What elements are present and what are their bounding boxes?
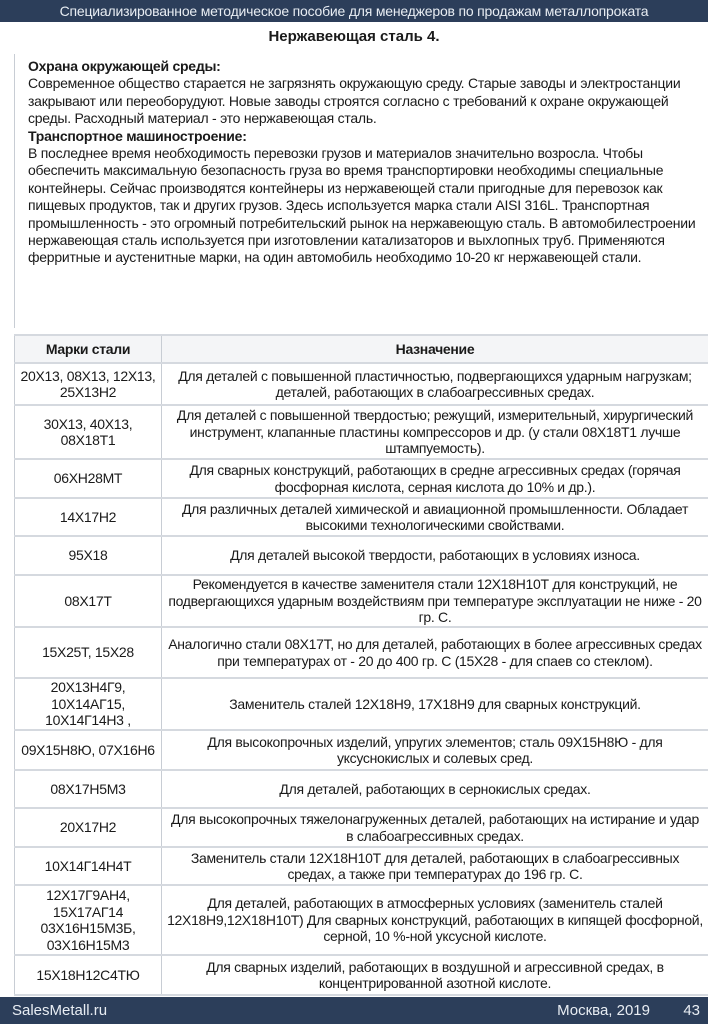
purpose-cell: Для различных деталей химической и авиационной промышленности. Обладает высокими технологическими свойствами. xyxy=(162,498,708,536)
grade-cell: 12Х17Г9АН4, 15Х17АГ14 03Х16Н15М3Б, 03Х16Н15М3 xyxy=(15,885,162,955)
column-header-purpose: Назначение xyxy=(162,335,708,363)
purpose-cell: Для сварных конструкций, работающих в средне агрессивных средах (горячая фосфорная кислота, серная кислота до 10% и др.). xyxy=(162,459,708,498)
purpose-cell: Заменитель стали 12Х18Н10Т для деталей, работающих в слабоагрессивных средах, а также при температурах до 196 гр. С. xyxy=(162,847,708,885)
grade-cell: 08Х17Н5М3 xyxy=(15,770,162,808)
purpose-cell: Для высокопрочных тяжелонагруженных деталей, работающих на истирание и удар в слабоагрессивных средах. xyxy=(162,808,708,847)
section-heading: Транспортное машиностроение: xyxy=(28,127,247,144)
table-row xyxy=(15,363,708,405)
grade-cell: 20Х17Н2 xyxy=(15,808,162,847)
table-row xyxy=(15,575,708,627)
purpose-cell: Для деталей, работающих в атмосферных условиях (заменитель сталей 12Х18Н9,12Х18Н10Т) Для сварных конструкций, работающих в кипящей фосфорной, серной, 10 %-ной уксусной кислоте. xyxy=(162,885,708,955)
grade-cell: 10Х14Г14Н4Т xyxy=(15,847,162,885)
table-row xyxy=(15,536,708,575)
table-row xyxy=(15,885,708,955)
table-row xyxy=(15,770,708,808)
table-row xyxy=(15,847,708,885)
section-heading: Охрана окружающей среды: xyxy=(28,58,221,74)
steel-grades-table xyxy=(14,334,708,996)
text-block xyxy=(14,54,704,328)
page-number: 43 xyxy=(683,1002,700,1019)
grade-cell: 30Х13, 40Х13, 08Х18Т1 xyxy=(15,405,162,459)
table-row xyxy=(15,808,708,847)
purpose-cell: Для деталей высокой твердости, работающих в условиях износа. xyxy=(162,536,708,575)
section-text: В последнее время необходимость перевозки грузов и материалов значительно возросла. Чтобы обеспечить максимальную безопасность груза во время транспортировки необходимы специальные контейнеры. Сейчас производятся контейнеры из нержавеющей стали пригодные для перевозок как пищевых продуктов, так и других грузов. Здесь используется марка стали AISI 316L. Транспортная промышленность - это огромный потребительский рынок на нержавеющую сталь. В автомобилестроении нержавеющая сталь используется при изготовлении катализаторов и выхлопных труб. Применяются ферритные и аустенитные марки, на один автомобиль необходимо 10-20 кг нержавеющей стали. xyxy=(28,145,696,266)
purpose-cell: Аналогично стали 08Х17Т, но для деталей, работающих в более агрессивных средах при температурах от - 20 до 400 гр. С (15Х28 - для спаев со стеклом). xyxy=(162,627,708,678)
page-title: Нержавеющая сталь 4. xyxy=(268,28,440,45)
purpose-cell: Для деталей, работающих в сернокислых средах. xyxy=(162,770,708,808)
purpose-cell: Для высокопрочных изделий, упругих элементов; сталь 09Х15Н8Ю - для уксуснокислых и солевых сред. xyxy=(162,730,708,770)
footer-city-year: Москва, 2019 xyxy=(557,1002,650,1019)
table-row xyxy=(15,459,708,498)
table-row xyxy=(15,678,708,730)
grade-cell: 14Х17Н2 xyxy=(15,498,162,536)
purpose-cell: Для сварных изделий, работающих в воздушной и агрессивной средах, в концентрированной азотной кислоте. xyxy=(162,955,708,995)
grade-cell: 15Х18Н12С4ТЮ xyxy=(15,955,162,995)
table-row xyxy=(15,627,708,678)
table-row xyxy=(15,955,708,995)
grade-cell: 08Х17Т xyxy=(15,575,162,627)
grade-cell: 15Х25Т, 15Х28 xyxy=(15,627,162,678)
footer-site: SalesMetall.ru xyxy=(12,1002,108,1019)
grade-cell: 95Х18 xyxy=(15,536,162,575)
grade-cell: 20Х13Н4Г9, 10Х14АГ15, 10Х14Г14Н3 , xyxy=(15,678,162,730)
column-header-grades: Марки стали xyxy=(15,335,162,363)
header-bar: Специализированное методическое пособие для менеджеров по продажам металлопроката xyxy=(0,0,708,22)
grade-cell: 20Х13, 08Х13, 12Х13, 25Х13Н2 xyxy=(15,363,162,405)
purpose-cell: Для деталей с повышенной пластичностью, подвергающихся ударным нагрузкам; деталей, работающих в слабоагрессивных средах. xyxy=(162,363,708,405)
footer-bar xyxy=(0,997,708,1024)
grade-cell: 09Х15Н8Ю, 07Х16Н6 xyxy=(15,730,162,770)
table-row xyxy=(15,498,708,536)
grade-cell: 06ХН28МТ xyxy=(15,459,162,498)
table-header-row xyxy=(15,335,708,363)
table-row xyxy=(15,730,708,770)
section-text: Современное общество старается не загрязнять окружающую среду. Старые заводы и электростанции закрывают или переоборудуют. Новые заводы строятся согласно с требований к охране окружающей среды. Расходный материал - это нержавеющая сталь. xyxy=(28,75,681,127)
table-row xyxy=(15,405,708,459)
purpose-cell: Для деталей с повышенной твердостью; режущий, измерительный, хирургический инструмент, клапанные пластины компрессоров и др. (у стали 08Х18Т1 лучше штампуемость). xyxy=(162,405,708,459)
purpose-cell: Заменитель сталей 12Х18Н9, 17Х18Н9 для сварных конструкций. xyxy=(162,678,708,730)
purpose-cell: Рекомендуется в качестве заменителя стали 12Х18Н10Т для конструкций, не подвергающихся ударным воздействиям при температуре эксплуатации не ниже - 20 гр. С. xyxy=(162,575,708,627)
